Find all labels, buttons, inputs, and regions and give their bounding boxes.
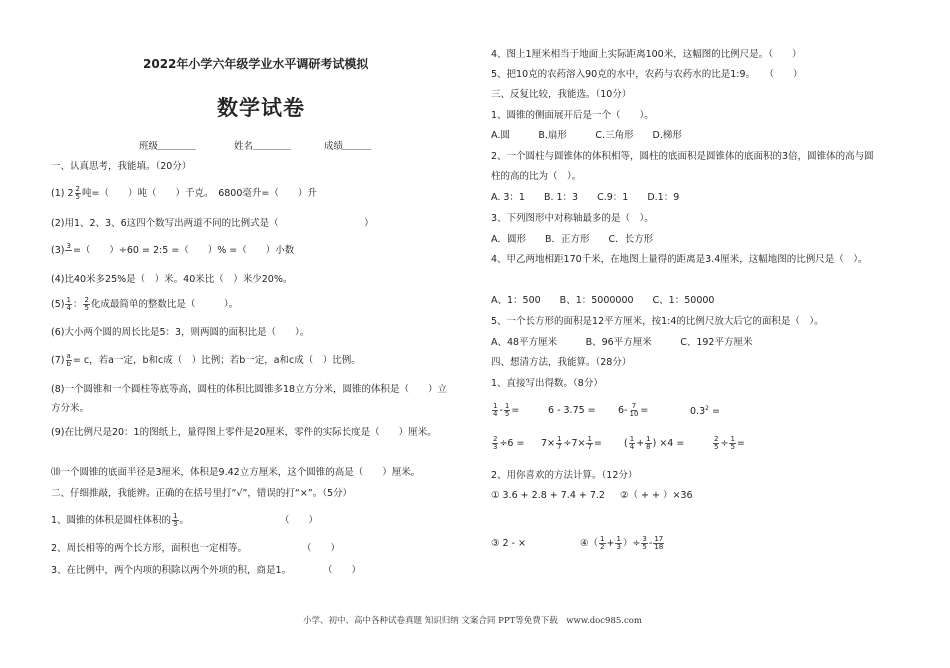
numerator: 1 (504, 402, 510, 410)
q3-prefix: (3) (51, 245, 65, 256)
operator: - (648, 538, 653, 549)
denominator: 5 (504, 410, 510, 418)
judge-2-answer: （ ） (302, 543, 341, 554)
question-4: (4)比40米多25%是（ ）米。40米比（ ）米少20%。 (51, 274, 293, 285)
q7-text: = c，若a一定，b和c成（ ）比例；若b一定，a和c成（ ）比例。 (72, 355, 361, 366)
denominator: b (66, 360, 71, 368)
fraction (628, 403, 639, 418)
question-1 (51, 186, 317, 201)
fraction (641, 536, 647, 551)
problem-1: ① 3.6 + 2.8 + 7.4 + 7.2 (491, 490, 605, 501)
operator: ÷ (720, 438, 729, 449)
fraction (713, 436, 719, 451)
choice-5-options: A、48平方厘米 B、96平方厘米 C、192平方厘米 (491, 337, 753, 348)
question-2: (2)用1、2、3、6这四个数写出两道不同的比例式是（ ） (51, 218, 374, 229)
numerator: 17 (654, 535, 664, 543)
question-8-line-2: 方分米。 (51, 403, 90, 414)
equals: = (708, 406, 720, 418)
numerator: 1 (493, 402, 498, 410)
judge-1-answer: （ ） (280, 515, 319, 526)
denominator: 3 (173, 520, 178, 528)
fraction (645, 436, 651, 451)
question-7 (51, 353, 361, 368)
numerator: 7 (631, 402, 637, 410)
numerator: 2 (714, 435, 719, 443)
numerator: 1 (600, 535, 605, 543)
expr-7 (624, 436, 684, 451)
score-label: 成绩＿＿＿ (324, 141, 372, 152)
method-calc-heading: 2、用你喜欢的方法计算。（12分） (491, 470, 638, 481)
expr-3-prefix: 6- (618, 405, 628, 416)
question-10: ⑽一个圆锥的底面半径是3厘米，体积是9.42立方厘米，这个圆锥的高是（ ）厘米。 (51, 467, 421, 478)
judge-1 (51, 513, 189, 528)
expr-2: 6 - 3.75 = (548, 405, 596, 416)
denominator: 3 (616, 543, 621, 551)
class-label: 班级＿＿＿＿ (139, 141, 197, 152)
paren-open: ( (624, 438, 628, 449)
choice-3: 3、下列图形中对称轴最多的是（ ）。 (491, 213, 654, 224)
exam-subtitle: 数学试卷 (217, 96, 305, 120)
judge-4: 4、图上1厘米相当于地面上实际距离100米，这幅图的比例尺是。（ ） (491, 49, 802, 60)
equals: = (736, 438, 745, 449)
problem-3: ③ 2 - × (491, 538, 527, 549)
fraction (65, 297, 71, 312)
judge-3-answer: （ ） (323, 565, 362, 576)
expr-6 (541, 436, 602, 451)
operator: + (606, 538, 615, 549)
name-label: 姓名＿＿＿＿ (234, 141, 292, 152)
question-3 (51, 243, 294, 258)
section-1-heading: 一、认真思考，我能填。（20分） (51, 161, 192, 172)
choice-4-options: A、1：500 B、1：5000000 C、1：50000 (491, 295, 715, 306)
ratio-colon: ： (72, 299, 83, 310)
numerator: 2 (84, 296, 89, 304)
operator: - (499, 405, 503, 416)
q5-prefix: (5) (51, 299, 65, 310)
base: 0.3 (690, 406, 706, 418)
denominator: 18 (654, 543, 664, 551)
expr-6-mid: ÷7× (563, 438, 586, 449)
denominator: 3 (493, 443, 498, 451)
q1-text: 吨=（ ）吨（ ）千克。 6800毫升=（ ）升 (82, 188, 317, 199)
fraction (615, 536, 621, 551)
judge-5: 5、把10克的农药溶入90克的水中，农药与农药水的比是1:9。 （ ） (491, 69, 803, 80)
denominator: 4 (629, 443, 635, 451)
denominator (67, 251, 71, 258)
denominator: 5 (642, 543, 647, 551)
q7-prefix: (7) (51, 355, 65, 366)
numerator: 1 (646, 435, 651, 443)
choice-1-options: A.圆 B.扇形 C.三角形 D.梯形 (491, 130, 682, 141)
section-3-heading: 三、反复比较，我能选。（10分） (491, 89, 632, 100)
fraction (586, 436, 592, 451)
choice-2-options: A. 3：1 B. 1：3 C.9：1 D.1：9 (491, 192, 680, 203)
expr-5-text: ÷6 = (499, 438, 525, 449)
exam-title: 2022年小学六年级学业水平调研考试模拟 (143, 57, 369, 71)
numerator: 1 (173, 512, 178, 520)
problem-4 (580, 536, 665, 551)
choice-2-line-2: 柱的高的比为（ ）。 (491, 171, 582, 182)
fraction (65, 353, 71, 368)
expr-1 (491, 403, 519, 418)
denominator: 4 (493, 410, 498, 418)
judge-2: 2、周长相等的两个长方形，面积也一定相等。 (51, 543, 248, 554)
section-4-heading: 四、想清方法，我能算。（28分） (491, 357, 632, 368)
choice-3-options: A．圆形 B．正方形 C．长方形 (491, 234, 654, 245)
question-5 (51, 297, 238, 312)
section-2-heading: 二、仔细推敲，我能辨。正确的在括号里打“√”，错误的打“×”。（5分） (51, 488, 352, 499)
fraction (492, 403, 498, 418)
question-8-line-1: (8)一个圆锥和一个圆柱等底等高，圆柱的体积比圆锥多18立方分米，圆锥的体积是（ ）立 (51, 384, 448, 395)
equals: = (640, 405, 649, 416)
expr-6-prefix: 7× (541, 438, 556, 449)
numerator: 1 (557, 435, 562, 443)
numerator: 3 (66, 242, 71, 250)
choice-2-line-1: 2、一个圆柱与圆锥体的体积相等，圆柱的底面积是圆锥体的底面积的3倍，圆锥体的高与圆 (491, 151, 874, 162)
denominator: 5 (730, 443, 735, 451)
fraction (629, 436, 635, 451)
expr-7-tail: ) ×4 = (652, 438, 685, 449)
denominator: 7 (587, 443, 592, 451)
paren-open: ④（ (580, 538, 599, 549)
numerator: 1 (587, 435, 592, 443)
denominator: 10 (629, 410, 639, 418)
choice-4: 4、甲乙两地相距170千米，在地图上量得的距离是3.4厘米，这幅地图的比例尺是（ ）。 (491, 254, 868, 265)
j1-text: 1、圆锥的体积是圆柱体积的 (51, 515, 172, 526)
fraction (65, 243, 71, 258)
fraction (75, 186, 81, 201)
exponent: 2 (705, 405, 709, 412)
denominator: 7 (557, 443, 562, 451)
numerator: 2 (75, 185, 80, 193)
choice-5: 5、一个长方形的面积是12平方厘米，按1:4的比例尺放大后它的面积是（ ）。 (491, 316, 824, 327)
numerator: a (66, 352, 71, 360)
expr-8 (712, 436, 745, 451)
question-6: (6)大小两个圆的周长比是5：3，则两圆的面积比是（ ）。 (51, 327, 310, 338)
denominator: 4 (66, 304, 71, 312)
q3-text: =（ ）÷60 = 2:5 =（ ）% =（ ）小数 (72, 245, 295, 256)
expr-4 (690, 405, 720, 418)
fraction (492, 436, 498, 451)
fraction (729, 436, 735, 451)
numerator: 1 (629, 435, 635, 443)
q5-text: 化成最简单的整数比是（ ）。 (90, 299, 239, 310)
numerator: 1 (616, 535, 621, 543)
denominator: 2 (600, 543, 605, 551)
fraction (83, 297, 89, 312)
numerator: 1 (66, 296, 71, 304)
numerator: 3 (642, 535, 647, 543)
equals: = (593, 438, 602, 449)
expr-5 (491, 436, 524, 451)
problem-2: ②（ + + ）×36 (620, 490, 693, 501)
q1-prefix: (1) 2 (51, 188, 74, 199)
equals: = (511, 405, 520, 416)
expr-3 (618, 403, 648, 418)
operator: + (636, 438, 645, 449)
direct-calc-heading: 1、直接写出得数。（8分） (491, 378, 603, 389)
fraction (653, 536, 664, 551)
numerator: 2 (493, 435, 498, 443)
j1-end: 。 (179, 515, 190, 526)
denominator: 5 (84, 304, 89, 312)
footer-text: 小学、初中、高中各种试卷真题 知识归纳 文案合同 PPT等免费下载 www.doc985.com (303, 616, 642, 626)
numerator: 1 (730, 435, 735, 443)
judge-3: 3、在比例中，两个内项的积除以两个外项的积，商是1。 (51, 565, 292, 576)
fraction (172, 513, 178, 528)
question-9: (9)在比例尺是20：1的图纸上，量得图上零件是20厘米，零件的实际长度是（ ）厘米。 (51, 427, 437, 438)
denominator: 5 (75, 193, 80, 201)
denominator: 8 (646, 443, 651, 451)
fraction (599, 536, 605, 551)
denominator: 5 (714, 443, 719, 451)
fraction (504, 403, 510, 418)
choice-1: 1、圆锥的侧面展开后是一个（ ）。 (491, 110, 654, 121)
paren-close-div: ）÷ (622, 538, 641, 549)
fraction (556, 436, 562, 451)
